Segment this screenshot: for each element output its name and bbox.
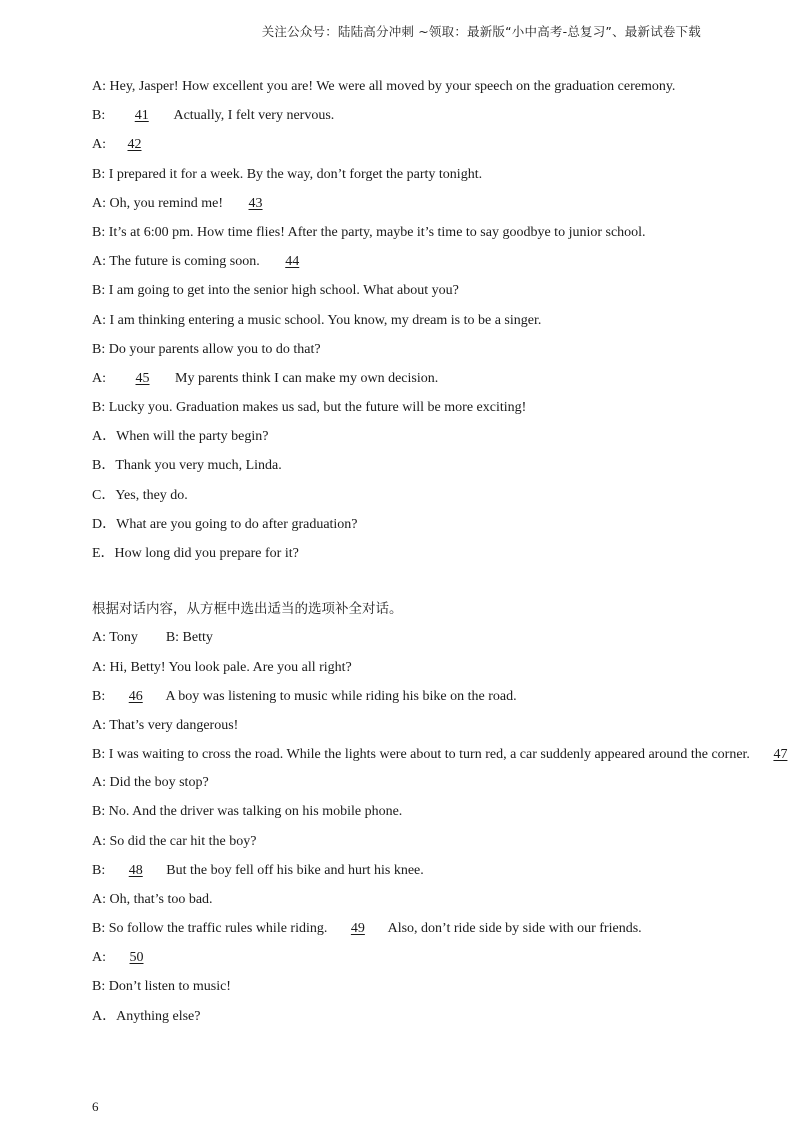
line-text-after-blank: Actually, I felt very nervous. (170, 108, 335, 124)
blank-number: 47 (773, 747, 788, 763)
line-text: B: I was waiting to cross the road. While the lights were about to turn red, a car suddenly appeared around the corner. (92, 747, 754, 763)
line-text: B: No. And the driver was talking on his mobile phone. (92, 804, 403, 820)
answer-blank-46[interactable] (109, 688, 163, 706)
answer-blank-43[interactable] (227, 195, 263, 213)
answer-blank-50[interactable] (110, 949, 144, 967)
worksheet-content (92, 78, 788, 1037)
dialogue-line (92, 399, 712, 417)
instruction-text: 根据对话内容，从方框中选出适当的选项补全对话。 (92, 601, 403, 618)
dialogue-line (92, 253, 712, 271)
answer-blank-42[interactable] (110, 136, 142, 154)
line-text: A: (92, 950, 110, 966)
line-text: A: I am thinking entering a music school. You know, my dream is to be a singer. (92, 312, 542, 328)
answer-blank-44[interactable] (263, 253, 299, 271)
dialogue-line (92, 136, 712, 154)
answer-blank-47[interactable] (753, 739, 787, 770)
line-text-after-blank: A boy was listening to music while riding his bike on the road. (162, 688, 517, 704)
line-text: A: Oh, you remind me! (92, 195, 227, 211)
dialogue-line (92, 195, 712, 213)
line-text: B: Do your parents allow you to do that? (92, 341, 321, 357)
dialogue-line (92, 659, 712, 677)
dialogue-line (92, 282, 712, 300)
blank-number: 50 (129, 950, 144, 966)
line-text-after-blank: Also, don’t ride side by side with our friends. (384, 921, 642, 937)
blank-number: 46 (128, 688, 143, 704)
line-text: A: That’s very dangerous! (92, 717, 239, 733)
line-text: B: It’s at 6:00 pm. How time flies! After the party, maybe it’s time to say goodbye to junior school. (92, 224, 646, 240)
dialogue-line (92, 688, 712, 706)
options-section-2 (92, 1008, 712, 1026)
dialogue-line (92, 370, 712, 388)
line-text: B: Lucky you. Graduation makes us sad, but the future will be more exciting! (92, 400, 527, 416)
line-text: B: (92, 862, 109, 878)
line-text-after-blank: But the boy fell off his bike and hurt his knee. (162, 862, 424, 878)
line-text: B: (92, 688, 109, 704)
dialogue-line (92, 833, 712, 851)
options-section-1 (92, 428, 712, 563)
line-text: B: Don’t listen to music! (92, 979, 231, 995)
blank-number: 44 (285, 254, 300, 270)
dialogue-line (92, 891, 712, 909)
line-text-after-blank: My parents think I can make my own decision. (171, 370, 439, 386)
dialogue-section-2a (92, 659, 712, 735)
line-text: A: The future is coming soon. (92, 254, 264, 270)
dialogue-line (92, 862, 712, 880)
role-line: A: Tony B: Betty (92, 630, 213, 646)
blank-number: 41 (134, 108, 149, 124)
answer-blank-48[interactable] (109, 862, 163, 880)
line-text: A: So did the car hit the boy? (92, 833, 257, 849)
page-header: 关注公众号：陆陆高分冲刺 ~领取：最新版“小中高考-总复习”、最新试卷下载 (261, 24, 701, 39)
answer-blank-41[interactable] (109, 107, 171, 125)
line-text: A: Hi, Betty! You look pale. Are you all right? (92, 659, 352, 675)
option-item[interactable]: A．When will the party begin? (92, 429, 269, 445)
dialogue-section-1 (92, 78, 712, 417)
dialogue-section-2b (92, 774, 712, 996)
dialogue-line (92, 107, 712, 125)
dialogue-line (92, 774, 712, 792)
line-text: A: (92, 370, 110, 386)
blank-number: 48 (128, 862, 143, 878)
dialogue-line (92, 166, 712, 184)
page-number: 6 (92, 1099, 99, 1114)
dialogue-line (92, 341, 712, 359)
answer-blank-49[interactable] (331, 920, 385, 938)
line-text: A: Hey, Jasper! How excellent you are! We were all moved by your speech on the graduation ceremony. (92, 79, 676, 94)
blank-number: 43 (248, 195, 263, 211)
option-item[interactable]: D．What are you going to do after graduation? (92, 516, 358, 532)
dialogue-line (92, 78, 712, 96)
dialogue-line (92, 312, 712, 330)
option-item[interactable]: C．Yes, they do. (92, 487, 188, 503)
line-text: B: (92, 108, 109, 124)
dialogue-line (92, 224, 712, 242)
option-item[interactable]: A．Anything else? (92, 1008, 201, 1024)
option-item[interactable]: B．Thank you very much, Linda. (92, 458, 282, 474)
dialogue-line (92, 920, 712, 938)
line-text: B: I prepared it for a week. By the way, don’t forget the party tonight. (92, 166, 483, 182)
line-text: A: Did the boy stop? (92, 775, 209, 791)
dialogue-line (92, 949, 712, 967)
dialogue-line (92, 978, 712, 996)
line-text: B: I am going to get into the senior high school. What about you? (92, 283, 459, 299)
line-text: A: (92, 137, 110, 153)
blank-number: 42 (127, 137, 142, 153)
blank-number: 49 (350, 921, 365, 937)
wrapped-dialogue-line (92, 739, 788, 770)
dialogue-line (92, 717, 712, 735)
answer-blank-45[interactable] (110, 370, 172, 388)
blank-number: 45 (135, 370, 150, 386)
line-text: A: Oh, that’s too bad. (92, 891, 213, 907)
option-item[interactable]: E．How long did you prepare for it? (92, 546, 299, 561)
line-text: B: So follow the traffic rules while riding. (92, 921, 331, 937)
dialogue-line (92, 803, 712, 821)
